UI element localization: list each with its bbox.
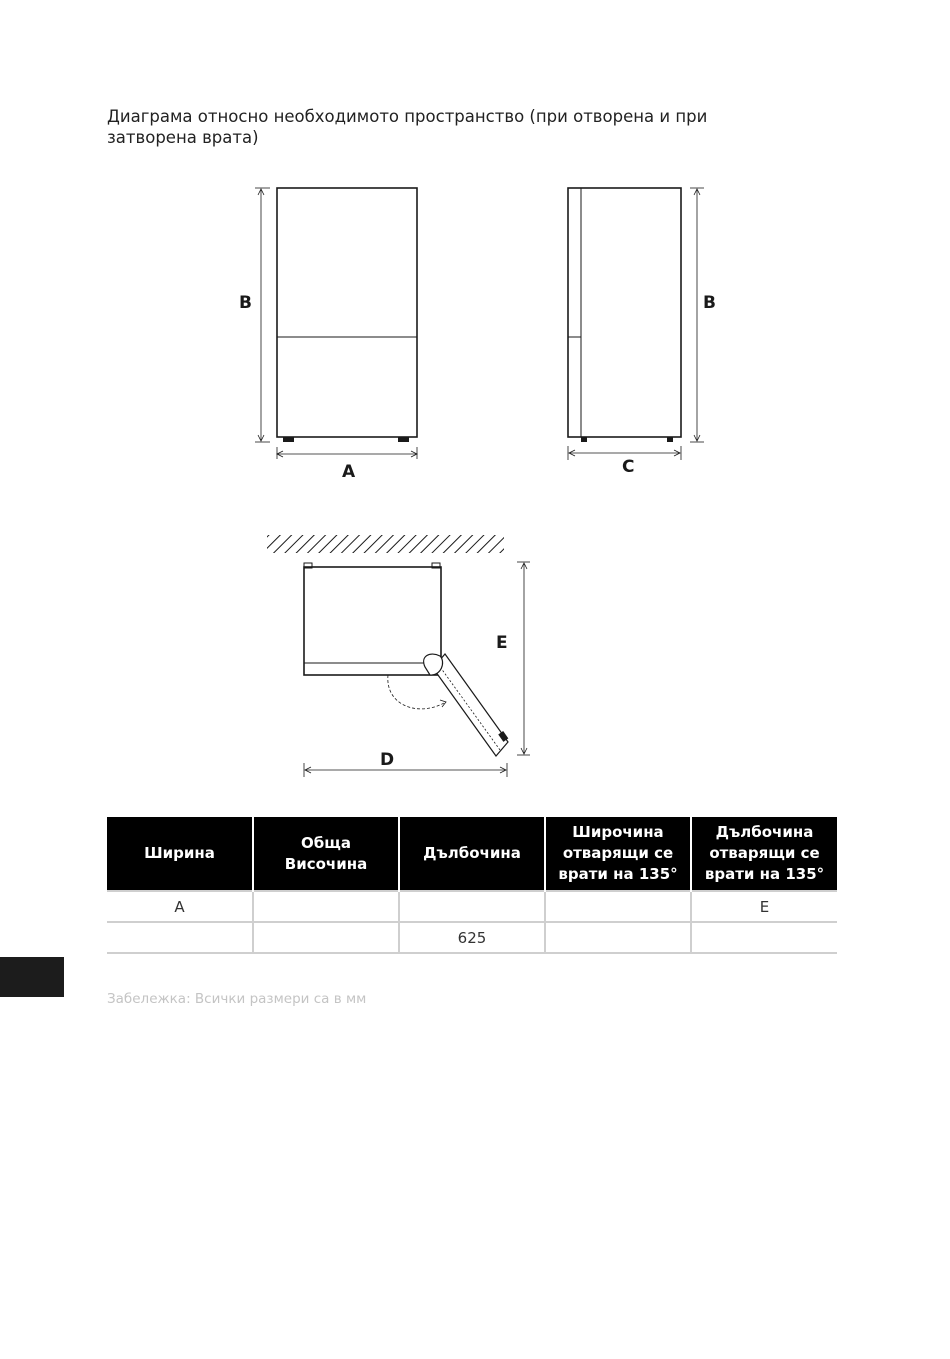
table-cell bbox=[545, 891, 691, 922]
table-cell bbox=[253, 922, 399, 953]
header-width: Ширина bbox=[107, 817, 253, 891]
open-depth-label: E bbox=[496, 633, 508, 653]
front-view-fridge bbox=[277, 188, 417, 442]
door-swing-arc bbox=[388, 675, 446, 709]
open-door-135 bbox=[424, 654, 509, 756]
side-view-fridge bbox=[568, 188, 681, 442]
front-width-label: A bbox=[342, 462, 356, 482]
table-cell bbox=[691, 922, 837, 953]
wall-hatching bbox=[267, 535, 504, 553]
side-height-dimension bbox=[690, 188, 704, 442]
front-height-dimension bbox=[255, 188, 270, 442]
table-cell bbox=[399, 891, 545, 922]
footnote: Забележка: Всички размери са в мм bbox=[107, 991, 367, 1007]
table-cell: A bbox=[107, 891, 253, 922]
table-cell: E bbox=[691, 891, 837, 922]
table-cell bbox=[107, 922, 253, 953]
side-depth-label: C bbox=[622, 457, 635, 477]
header-open-door-depth: Дълбочина отварящи се врати на 135° bbox=[691, 817, 837, 891]
table-header-row bbox=[107, 817, 837, 891]
header-open-door-width: Широчина отварящи се врати на 135° bbox=[545, 817, 691, 891]
open-depth-dimension bbox=[517, 562, 530, 755]
table-cell bbox=[253, 891, 399, 922]
front-height-label: B bbox=[239, 293, 252, 313]
table-row bbox=[107, 922, 837, 953]
open-width-dimension bbox=[304, 763, 507, 777]
open-width-label: D bbox=[380, 750, 395, 770]
dimensions-table bbox=[107, 817, 837, 954]
table-cell: 625 bbox=[399, 922, 545, 953]
page-side-tab bbox=[0, 957, 64, 997]
header-total-height: Обща Височина bbox=[253, 817, 399, 891]
top-view-fridge bbox=[304, 563, 441, 675]
header-depth: Дълбочина bbox=[399, 817, 545, 891]
table-row bbox=[107, 891, 837, 922]
table-cell bbox=[545, 922, 691, 953]
side-height-label: B bbox=[703, 293, 716, 313]
page-heading: Диаграма относно необходимото пространство (при отворена и при затворена врата) bbox=[107, 107, 708, 147]
front-width-dimension bbox=[277, 447, 417, 459]
